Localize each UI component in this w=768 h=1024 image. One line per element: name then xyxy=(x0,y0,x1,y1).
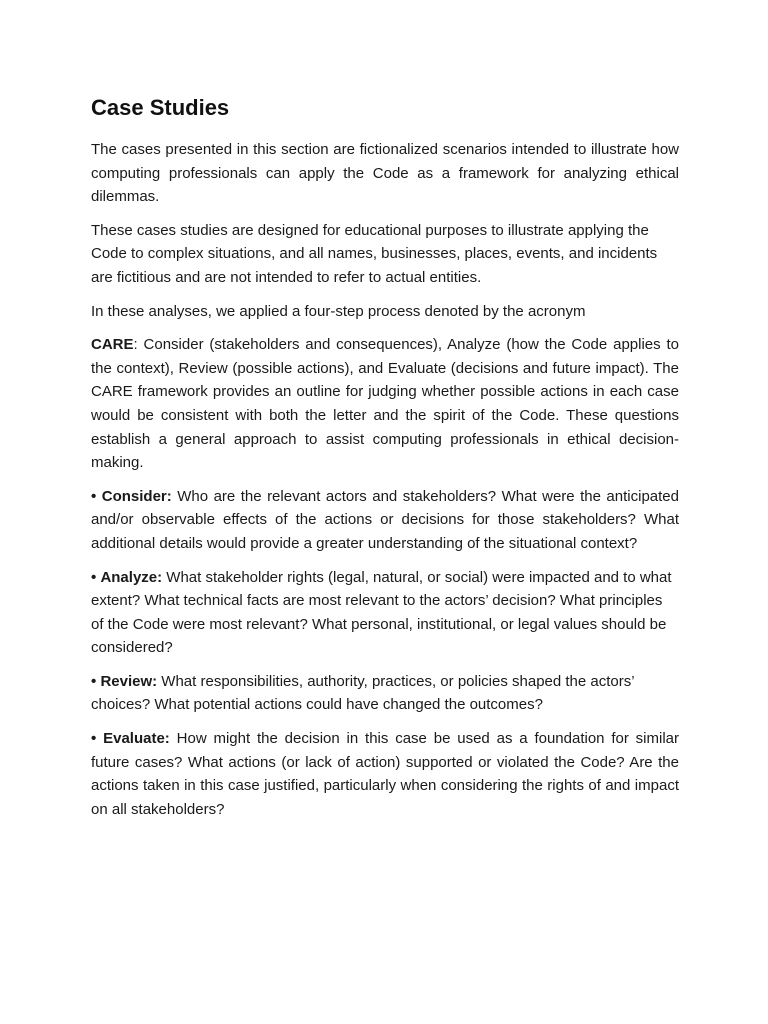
bullet-label-review: Review: xyxy=(100,672,158,690)
bullet-marker: • xyxy=(91,568,97,586)
bullet-label-consider: Consider: xyxy=(101,487,172,505)
bullet-evaluate xyxy=(91,727,679,821)
care-text: : Consider (stakeholders and consequences), Analyze (how the Code applies to the context), Review (possible actions), and Evaluate (decisions and future impact). The CARE framework provides an outline for judging whether possible actions in each case would be consistent with both the letter and the spirit of the Code. These questions establish a general approach to assist computing professionals in ethical decision-making. xyxy=(91,336,679,472)
care-paragraph xyxy=(91,333,679,475)
bullet-text-evaluate: How might the decision in this case be used as a foundation for similar future cases? What actions (or lack of action) supported or violated the Code? Are the actions taken in this case justified, particularly when considering the rights of and impact on all stakeholders? xyxy=(91,730,680,818)
bullet-text-analyze: What stakeholder rights (legal, natural, or social) were impacted and to what extent? What technical facts are most relevant to the actors’ decision? What principles of the Code were most relevant? What personal, institutional, or legal values should be considered? xyxy=(91,568,672,657)
bullet-text-consider: Who are the relevant actors and stakeholders? What were the anticipated and/or observable effects of the actions or decisions for those stakeholders? What additional details would provide a greater understanding of the situational context? xyxy=(91,487,679,552)
bullet-analyze xyxy=(91,566,679,660)
document-page xyxy=(91,92,679,831)
bullet-consider xyxy=(91,485,679,556)
bullet-text-review: What responsibilities, authority, practices, or policies shaped the actors’ choices? What potential actions could have changed the outcomes? xyxy=(91,672,635,714)
intro-paragraph-1: The cases presented in this section are fictionalized scenarios intended to illustrate how computing professionals can apply the Code as a framework for analyzing ethical dilemmas. xyxy=(91,141,679,206)
bullet-marker: • xyxy=(91,672,97,690)
page-title: Case Studies xyxy=(91,95,230,120)
intro-paragraph-3: In these analyses, we applied a four-step process denoted by the acronym xyxy=(91,302,586,320)
bullet-review xyxy=(91,670,679,717)
bullet-marker: • xyxy=(91,730,97,748)
intro-paragraph-2: These cases studies are designed for educational purposes to illustrate applying the Code to complex situations, and all names, businesses, places, events, and incidents are fictitious and are not intended to refer to actual entities. xyxy=(91,221,658,286)
bullet-label-evaluate: Evaluate: xyxy=(103,730,170,748)
bullet-label-analyze: Analyze: xyxy=(100,568,163,586)
bullet-marker: • xyxy=(91,487,97,505)
care-label: CARE xyxy=(91,336,134,354)
